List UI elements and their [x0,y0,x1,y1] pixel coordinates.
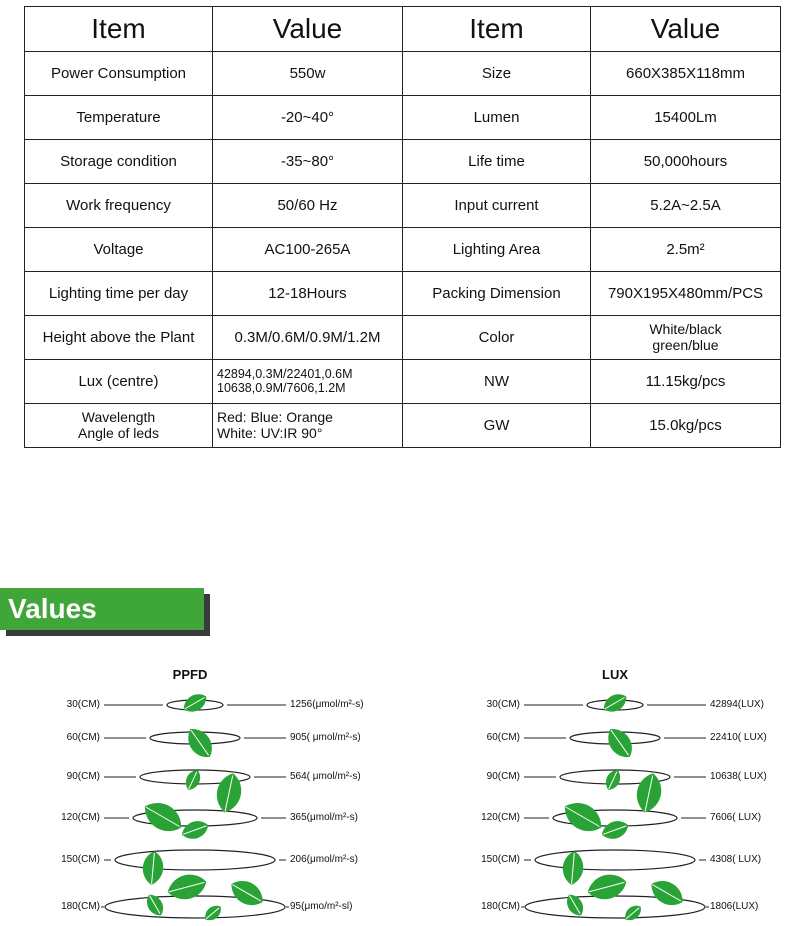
cell-value: 11.15kg/pcs [591,360,781,404]
ppfd-diagram [0,655,400,920]
cell-item: Lux (centre) [25,360,213,404]
ppfd-value-label: 365(μmol/m²-s) [290,812,358,823]
cell-line: Wavelength [81,409,156,426]
lux-value-label: 7606( LUX) [710,812,762,823]
cell-value: 50,000hours [591,140,781,184]
cell-value: 15400Lm [591,96,781,140]
table-row [25,52,781,96]
cell-item: Lumen [403,96,591,140]
ppfd-level-ring [115,850,275,870]
lux-value-label: 42894(LUX) [710,699,764,710]
table-row [25,228,781,272]
lux-value-label: 22410( LUX) [710,732,767,743]
cell-item: Lighting Area [403,228,591,272]
table-row [25,316,781,360]
cell-line: 42894,0.3M/22401,0.6M [217,366,353,381]
cell-value: 0.3M/0.6M/0.9M/1.2M [213,316,403,360]
cell-value: -35~80° [213,140,403,184]
lux-diagram [420,655,800,920]
header-value-1: Value [213,7,403,52]
cell-item: Lighting time per day [25,272,213,316]
table-row [25,404,781,448]
ppfd-value-label: 1256(μmol/m²-s) [290,699,364,710]
banner-label: Values [0,588,204,630]
cell-item: Life time [403,140,591,184]
table-row [25,96,781,140]
values-banner [0,588,210,636]
cell-line: Red: Blue: Orange [217,409,333,426]
cell-item [25,404,213,448]
ppfd-height-label: 180(CM) [61,901,100,912]
ppfd-value-label: 905( μmol/m²-s) [290,732,361,743]
lux-value-label: 4308( LUX) [710,854,762,865]
cell-item: Storage condition [25,140,213,184]
lux-level-ring [535,850,695,870]
lux-diagram-svg [420,655,800,920]
table-row [25,272,781,316]
cell-item: Color [403,316,591,360]
ppfd-height-label: 60(CM) [66,732,100,743]
ppfd-value-label: 206(μmol/m²-s) [290,854,358,865]
cell-line: White: UV:IR 90° [217,424,323,441]
cell-value: 50/60 Hz [213,184,403,228]
cell-value: 2.5m² [591,228,781,272]
header-item-1: Item [25,7,213,52]
cell-line: Angle of leds [78,424,159,441]
lux-value-label: 10638( LUX) [710,771,767,782]
lux-height-label: 150(CM) [481,854,520,865]
cell-item: NW [403,360,591,404]
cell-value: -20~40° [213,96,403,140]
lux-height-label: 90(CM) [486,771,520,782]
cell-value [591,316,781,360]
cell-value: 15.0kg/pcs [591,404,781,448]
ppfd-height-label: 150(CM) [61,854,100,865]
ppfd-title: PPFD [172,667,208,682]
cell-item: Power Consumption [25,52,213,96]
lux-height-label: 60(CM) [486,732,520,743]
ppfd-height-label: 90(CM) [66,771,100,782]
lux-title: LUX [602,667,628,682]
lux-height-label: 120(CM) [481,812,520,823]
cell-value [213,404,403,448]
cell-value: 5.2A~2.5A [591,184,781,228]
cell-item: GW [403,404,591,448]
cell-item: Size [403,52,591,96]
cell-value: 12-18Hours [213,272,403,316]
cell-item: Input current [403,184,591,228]
table-header-row [25,7,781,52]
table-row [25,360,781,404]
cell-value: 790X195X480mm/PCS [591,272,781,316]
spec-table [24,6,781,448]
header-item-2: Item [403,7,591,52]
ppfd-value-label: 564( μmol/m²-s) [290,771,361,782]
ppfd-height-label: 30(CM) [66,699,100,710]
cell-value [213,360,403,404]
cell-item: Packing Dimension [403,272,591,316]
lux-height-label: 30(CM) [486,699,520,710]
table-row [25,184,781,228]
lux-value-label: 1806(LUX) [710,901,759,912]
cell-line: White/black [649,321,722,338]
cell-line: green/blue [652,336,719,353]
cell-item: Voltage [25,228,213,272]
cell-item: Temperature [25,96,213,140]
cell-value: 550w [213,52,403,96]
header-value-2: Value [591,7,781,52]
cell-item: Height above the Plant [25,316,213,360]
ppfd-height-label: 120(CM) [61,812,100,823]
cell-line: 10638,0.9M/7606,1.2M [217,380,346,395]
ppfd-value-label: 95(μmo/m²-sl) [290,901,353,912]
cell-value: 660X385X118mm [591,52,781,96]
table-row [25,140,781,184]
cell-value: AC100-265A [213,228,403,272]
ppfd-diagram-svg [0,655,400,920]
cell-item: Work frequency [25,184,213,228]
lux-height-label: 180(CM) [481,901,520,912]
